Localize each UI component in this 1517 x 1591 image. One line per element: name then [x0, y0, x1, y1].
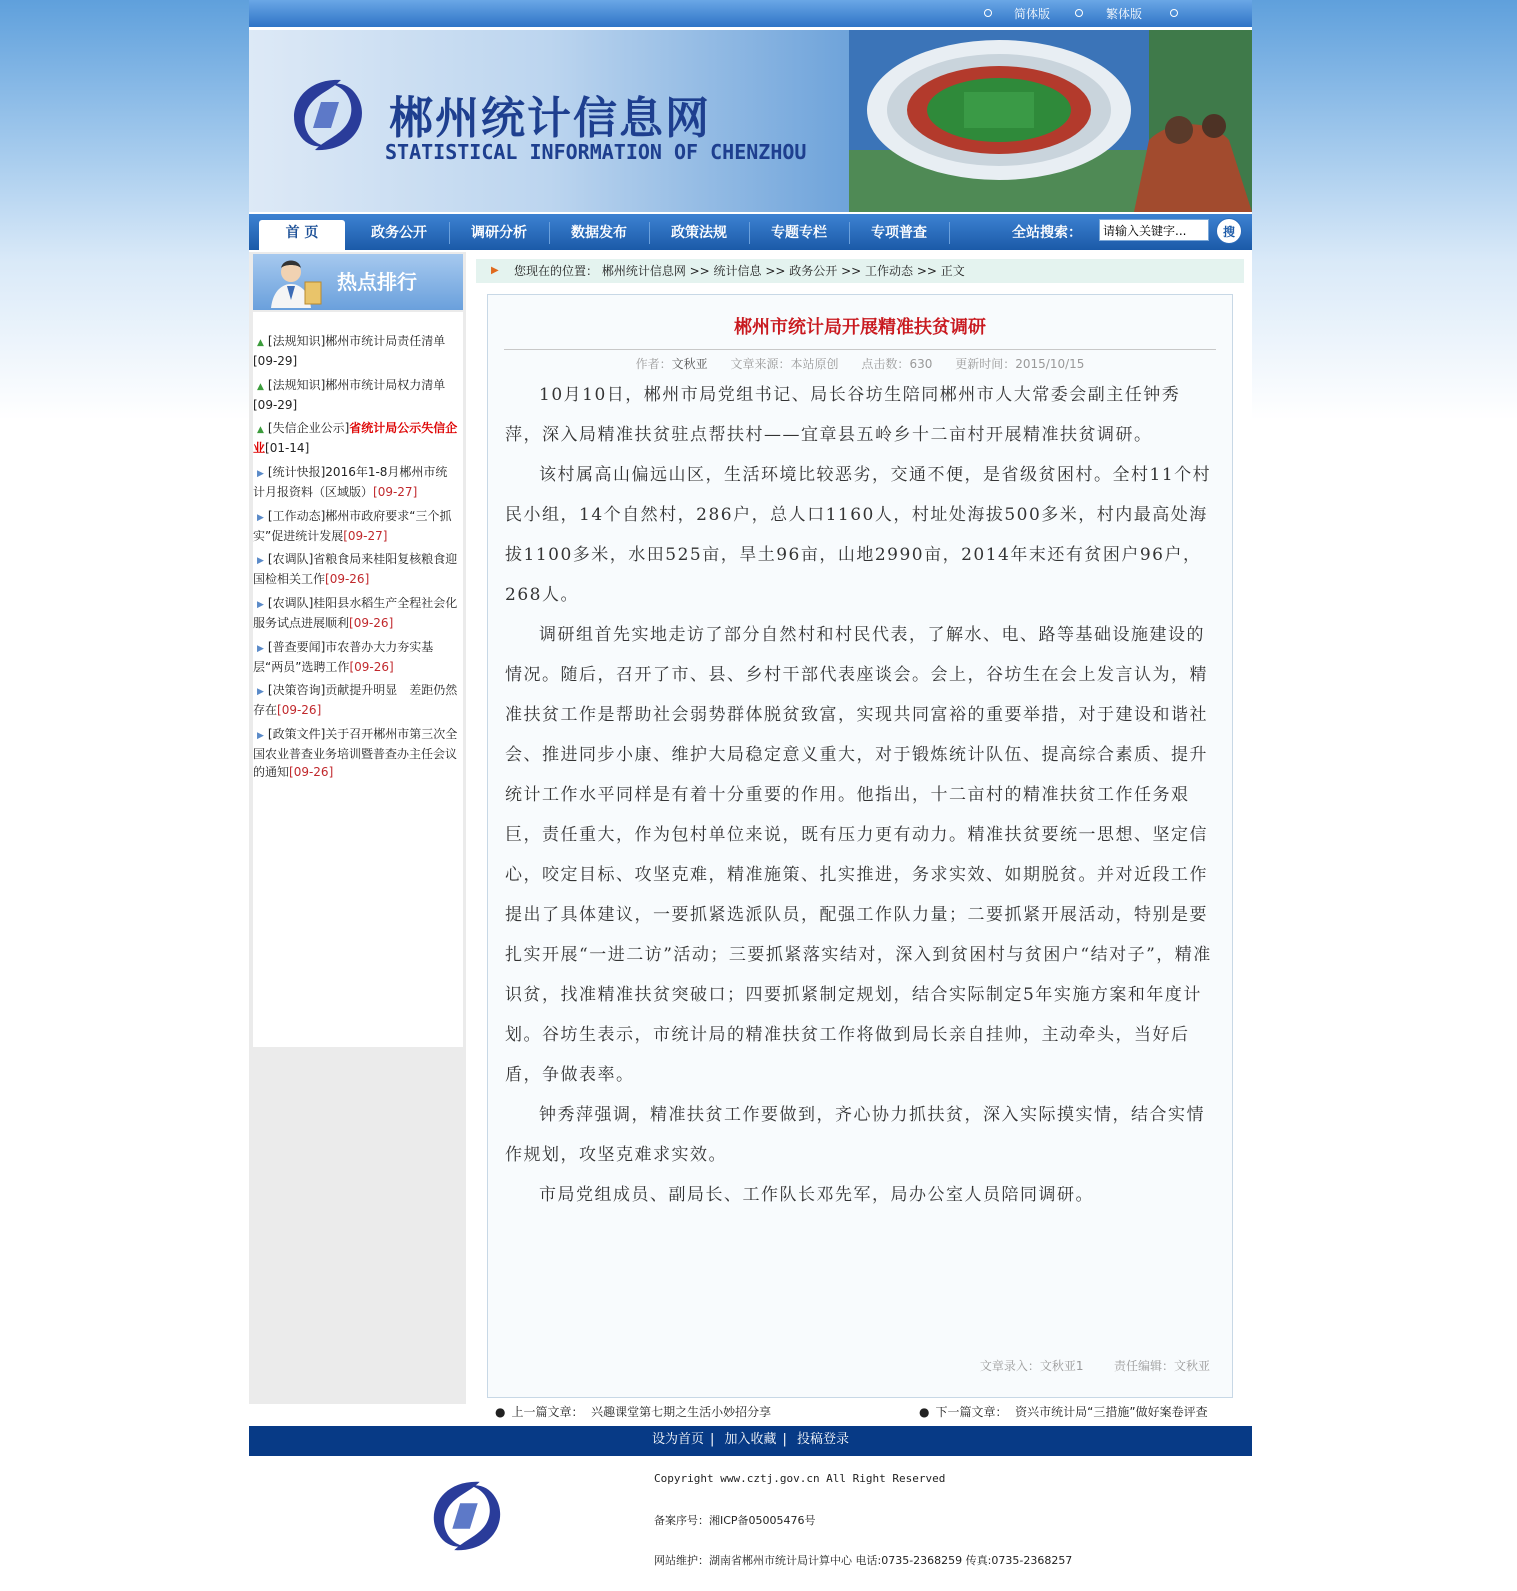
nav-divider: [749, 222, 750, 244]
arrow-icon: ▲: [257, 425, 264, 435]
update-time: 2015/10/15: [1015, 357, 1085, 371]
author: 文秋亚: [671, 357, 708, 371]
header-banner: [249, 30, 1252, 212]
search-label: 全站搜索：: [1012, 225, 1082, 241]
list-item[interactable]: ▶ [统计快报]2016年1-8月郴州市统计月报资料（区域版）[09-27]: [253, 465, 448, 499]
list-item[interactable]: ▶ [工作动态]郴州市政府要求“三个抓实”促进统计发展[09-27]: [253, 509, 452, 543]
paragraph: 钟秀萍强调，精准扶贫工作要做到，齐心协力抓扶贫，深入实际摸实情，结合实情作规划，攻坚克难求实效。: [505, 1105, 1205, 1165]
search-button[interactable]: 搜: [1216, 218, 1242, 244]
arrow-icon: ▶: [257, 644, 264, 654]
maintainer-text: 网站维护：湖南省郴州市统计局计算中心 电话:0735-2368259 传真:0735-2368257: [654, 1554, 1073, 1567]
prev-next-nav: [487, 1403, 1231, 1423]
list-item[interactable]: ▲ [法规知识]郴州市统计局责任清单 [09-29]: [253, 334, 446, 368]
sidebar: [249, 252, 466, 1404]
breadcrumb-text[interactable]: 您现在的位置： 郴州统计信息网 >> 统计信息 >> 政务公开 >> 工作动态 >> 正文: [514, 264, 965, 278]
nav-government-affairs[interactable]: 政务公开: [371, 225, 427, 241]
article-meta: 作者：文秋亚 文章来源：本站原创 点击数：630 更新时间：2015/10/15: [635, 357, 1085, 371]
paragraph: 调研组首先实地走访了部分自然村和村民代表，了解水、电、路等基础设施建设的情况。随后，召开了市、县、乡村干部代表座谈会。会上，谷坊生在会上发言认为，精准扶贫工作是帮助社会弱势群体脱贫致富，实现共同富裕的重要举措，对于建设和谐社会、推进同步小康、维护大局稳定意义重大，对于锻炼统计队伍、提高综合素质、提升统计工作水平同样是有着十分重要的作用。他指出，十二亩村的精准扶贫工作任务艰巨，责任重大，作为包村单位来说，既有压力更有动力。精准扶贫要统一思想、坚定信心，咬定目标、攻坚克难，精准施策、扎实推进，务求实效、如期脱贫。并对近段工作提出了具体建议，一要抓紧选派队员，配强工作队力量；二要抓紧开展活动，特别是要扎实开展“一进二访”活动；三要抓紧落实结对，深入到贫困村与贫困户“结对子”，精准识贫，找准精准扶贫突破口；四要抓紧制定规划，结合实际制定5年实施方案和年度计划。谷坊生表示，市统计局的精准扶贫工作将做到局长亲自挂帅，主动牵头，当好后盾，争做表率。: [505, 625, 1212, 1085]
bullet-icon: [1075, 9, 1083, 17]
list-item[interactable]: ▶ [农调队]省粮食局来桂阳复核粮食迎国检相关工作[09-26]: [253, 552, 458, 586]
list-item[interactable]: ▶ [政策文件]关于召开郴州市第三次全国农业普查业务培训暨普查办主任会议的通知[09-26]: [253, 727, 458, 779]
prev-article[interactable]: ● 上一篇文章： 兴趣课堂第七期之生活小妙招分享: [495, 1405, 772, 1419]
list-item[interactable]: ▲ [失信企业公示]省统计局公示失信企业[01-14]: [253, 421, 458, 455]
paragraph: 市局党组成员、副局长、工作队长邓先军，局办公室人员陪同调研。: [539, 1185, 1094, 1205]
site-subtitle: STATISTICAL INFORMATION OF CHENZHOU: [385, 140, 807, 164]
site-title: 郴州统计信息网: [389, 93, 711, 144]
list-item[interactable]: ▶ [农调队]桂阳县水稻生产全程社会化服务试点进展顺利[09-26]: [253, 596, 458, 630]
arrow-icon: ▶: [257, 556, 264, 566]
arrow-icon: ▶: [257, 469, 264, 479]
main-nav: [249, 214, 1252, 250]
add-favorite-link[interactable]: 加入收藏: [724, 1432, 777, 1447]
location-arrow-icon: ▶: [491, 265, 499, 276]
list-item[interactable]: ▲ [法规知识]郴州市统计局权力清单 [09-29]: [253, 378, 446, 412]
nav-data-release[interactable]: 数据发布: [571, 225, 627, 241]
arrow-icon: ▲: [257, 338, 264, 348]
submit-login-link[interactable]: 投稿登录: [797, 1432, 850, 1447]
person-icon: [265, 256, 325, 308]
copyright-text: Copyright www.cztj.gov.cn All Right Reserved: [654, 1472, 946, 1485]
site-logo-icon: [281, 72, 373, 158]
entry-by: 文章录入：文秋亚1: [979, 1359, 1084, 1373]
paragraph: 10月10日，郴州市局党组书记、局长谷坊生陪同郴州市人大常委会副主任钟秀萍，深入局精准扶贫驻点帮扶村——宜章县五岭乡十二亩村开展精准扶贫调研。: [505, 385, 1181, 445]
nav-divider: [949, 222, 950, 244]
bottom-link-bar: 设为首页 | 加入收藏 | 投稿登录: [249, 1426, 1252, 1456]
article-body: [505, 375, 1217, 1215]
sidebar-header: [253, 254, 463, 310]
nav-divider: [449, 222, 450, 244]
bullet-icon: [1170, 9, 1178, 17]
arrow-icon: ▶: [257, 687, 264, 697]
article-title: 郴州市统计局开展精准扶贫调研: [734, 317, 986, 338]
hot-list: [253, 312, 463, 1047]
article-panel: [487, 294, 1233, 1398]
paragraph: 该村属高山偏远山区，生活环境比较恶劣，交通不便，是省级贫困村。全村11个村民小组，14个自然村，286户，总人口1160人，村址处海拔500多米，村内最高处海拔1100多米，水田525亩，旱土96亩，山地2990亩，2014年末还有贫困户96户，268人。: [505, 465, 1212, 605]
nav-divider: [649, 222, 650, 244]
icp-text: 备案序号：湘ICP备05005476号: [654, 1514, 816, 1527]
arrow-icon: ▶: [257, 600, 264, 610]
list-item[interactable]: ▶ [决策咨询]贡献提升明显 差距仍然存在[09-26]: [253, 683, 458, 717]
arrow-icon: ▶: [257, 731, 264, 741]
list-item[interactable]: ▶ [普查要闻]市农普办大力夯实基层“两员”选聘工作[09-26]: [253, 640, 434, 674]
stadium-banner-image: [849, 30, 1252, 212]
bullet-icon: [984, 9, 992, 17]
nav-divider: [849, 222, 850, 244]
title-divider: [504, 349, 1216, 350]
sidebar-title: 热点排行: [337, 270, 417, 294]
bullet-icon: ●: [919, 1405, 930, 1419]
hit-count: 630: [909, 357, 933, 371]
breadcrumb: [476, 259, 1244, 283]
next-article[interactable]: ● 下一篇文章： 资兴市统计局“三措施”做好案卷评查: [919, 1405, 1208, 1419]
footer: [249, 1456, 1252, 1591]
set-homepage-link[interactable]: 设为首页: [651, 1432, 704, 1447]
editor: 责任编辑：文秋亚: [1113, 1359, 1210, 1373]
nav-research-analysis[interactable]: 调研分析: [471, 225, 527, 241]
arrow-icon: ▶: [257, 513, 264, 523]
article-footer-meta: [980, 1357, 1210, 1374]
page-container: [249, 0, 1252, 1591]
bullet-icon: ●: [495, 1405, 506, 1419]
arrow-icon: ▲: [257, 382, 264, 392]
traditional-link[interactable]: 繁体版: [1106, 7, 1143, 21]
nav-home[interactable]: 首 页: [259, 220, 345, 250]
top-bar: [249, 0, 1252, 27]
nav-divider: [549, 222, 550, 244]
footer-logo-icon: [421, 1474, 511, 1558]
source: 本站原创: [790, 357, 839, 371]
simplified-link[interactable]: 简体版: [1014, 7, 1051, 21]
nav-special-topics[interactable]: 专题专栏: [771, 225, 827, 241]
nav-policy-regulations[interactable]: 政策法规: [671, 225, 727, 241]
nav-special-census[interactable]: 专项普查: [871, 225, 927, 241]
search-input[interactable]: [1099, 219, 1209, 241]
